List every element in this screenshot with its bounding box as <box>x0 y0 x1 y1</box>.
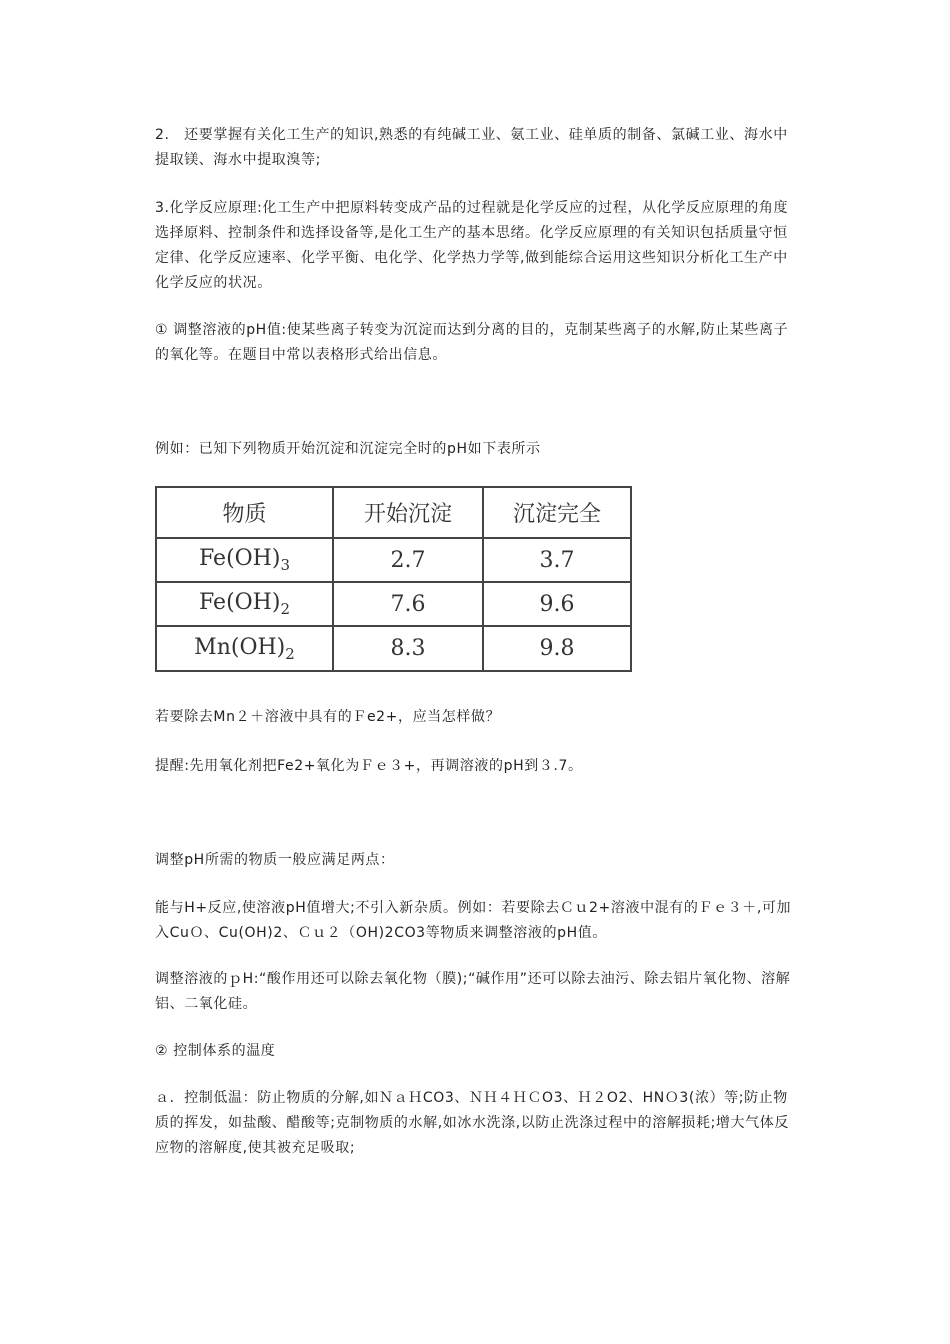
paragraph-control-temperature: ② 控制体系的温度 <box>155 1043 276 1059</box>
paragraph-adjust-ph: ① 调整溶液的pH值:使某些离子转变为沉淀而达到分离的目的，克制某些离子的水解,防止某些离子的氧化等。在题目中常以表格形式给出信息。 <box>155 322 789 363</box>
table-row <box>156 626 631 671</box>
ph-table <box>155 486 632 672</box>
ph-table-container <box>155 486 632 672</box>
substance-formula: Fe(OH) <box>198 590 281 615</box>
table-header-row <box>156 487 631 538</box>
paragraph-chemical-industry-knowledge: 2. 还要掌握有关化工生产的知识,熟悉的有纯碱工业、氨工业、硅单质的制备、氯碱工业、海水中提取镁、海水中提取溴等; <box>155 127 788 168</box>
substance-formula: Fe(OH) <box>198 546 281 571</box>
paragraph-ph-requirements: 调整pH所需的物质一般应满足两点： <box>155 852 395 868</box>
complete-ph-cell: 3.7 <box>483 538 631 582</box>
start-ph-cell: 8.3 <box>333 626 483 671</box>
start-ph-cell: 2.7 <box>333 538 483 582</box>
substance-subscript: 2 <box>285 644 295 663</box>
table-row <box>156 538 631 582</box>
header-start-precipitation: 开始沉淀 <box>333 487 483 538</box>
substance-cell <box>156 582 333 626</box>
substance-cell <box>156 538 333 582</box>
complete-ph-cell: 9.6 <box>483 582 631 626</box>
paragraph-question-remove-fe: 若要除去Mn２＋溶液中具有的Ｆe2+，应当怎样做？ <box>155 709 501 725</box>
substance-cell <box>156 626 333 671</box>
paragraph-hint: 提醒:先用氧化剂把Fe2+氧化为Ｆｅ３+，再调溶液的pH到３.7。 <box>155 758 583 774</box>
substance-subscript: 3 <box>280 556 290 574</box>
paragraph-example-intro: 例如：已知下列物质开始沉淀和沉淀完全时的pH如下表所示 <box>155 441 541 457</box>
substance-formula: Mn(OH) <box>194 634 286 660</box>
paragraph-react-with-h: 能与H+反应,使溶液pH值增大;不引入新杂质。例如：若要除去Ｃｕ2+溶液中混有的Ｆｅ３＋,可加入CuＯ、Cu(OH)2、Ｃｕ２（OH)2CO3等物质来调整溶液的pH值。 <box>155 900 792 941</box>
substance-subscript: 2 <box>280 600 290 618</box>
paragraph-acid-base-effects: 调整溶液的ｐH:“酸作用还可以除去氧化物（膜);“碱作用”还可以除去油污、除去铝片氧化物、溶解铝、二氧化硅。 <box>155 971 791 1012</box>
complete-ph-cell: 9.8 <box>483 626 631 671</box>
header-complete-precipitation: 沉淀完全 <box>483 487 631 538</box>
start-ph-cell: 7.6 <box>333 582 483 626</box>
header-substance: 物质 <box>156 487 333 538</box>
paragraph-reaction-principle: 3.化学反应原理:化工生产中把原料转变成产品的过程就是化学反应的过程，从化学反应原理的角度选择原料、控制条件和选择设备等,是化工生产的基本思绪。化学反应原理的有关知识包括质量守恒定律、化学反应速率、化学平衡、电化学、化学热力学等,做到能综合运用这些知识分析化工生产中化学反应的状况。 <box>155 200 789 291</box>
table-row <box>156 582 631 626</box>
paragraph-low-temperature: ａ．控制低温：防止物质的分解,如ＮａＨCO3、ＮＨ４ＨＣO3、Ｈ２O2、HNＯ3(浓）等;防止物质的挥发，如盐酸、醋酸等;克制物质的水解,如冰水洗涤,以防止洗涤过程中的溶解损耗;增大气体反应物的溶解度,使其被充足吸取; <box>155 1090 789 1156</box>
